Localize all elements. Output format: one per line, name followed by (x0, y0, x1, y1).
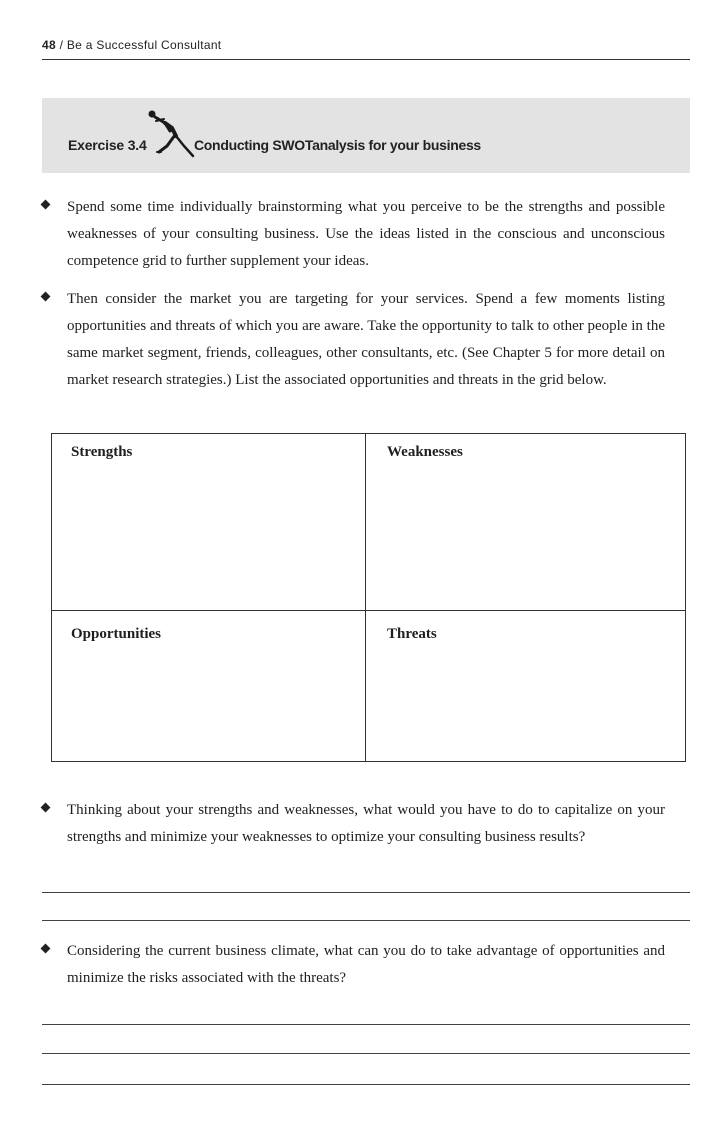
book-title: Be a Successful Consultant (66, 38, 222, 52)
diamond-bullet-icon (41, 803, 51, 813)
answer-line (42, 892, 690, 893)
answer-line (42, 920, 690, 921)
exercise-banner (42, 98, 690, 173)
bullet-text: Then consider the market you are targeting for your services. Spend a few moments listing opportunities and threats of which you are aware. Take the opportunity to talk to other people in the same market segment, friends, colleagues, other consultants, etc. (See Chapter 5 for more detail on market research strategies.) List the associated opportunities and threats in the grid below. (67, 291, 665, 388)
swot-grid (51, 433, 686, 762)
swot-label-threats: Threats (387, 626, 437, 642)
bullet-item (42, 286, 690, 394)
swot-label-strengths: Strengths (71, 444, 133, 460)
bullet-text: Spend some time individually brainstorming what you perceive to be the strengths and possible weaknesses of your consulting business. Use the ideas listed in the conscious and unconscious competence grid to further supplement your ideas. (67, 199, 665, 269)
answer-line (42, 1053, 690, 1054)
swot-label-opportunities: Opportunities (71, 626, 162, 642)
running-header (42, 38, 221, 52)
grid-divider-horizontal (52, 610, 685, 611)
bullet-text: Thinking about your strengths and weaknesses, what would you have to do to capitalize on your strengths and minimize your weaknesses to optimize your consulting business results? (67, 802, 665, 845)
diamond-bullet-icon (41, 200, 51, 210)
page-number: 48 (42, 38, 56, 52)
swot-label-weaknesses: Weaknesses (387, 444, 463, 460)
diamond-bullet-icon (41, 292, 51, 302)
exercise-number: Exercise 3.4 (68, 137, 147, 153)
answer-line (42, 1024, 690, 1025)
diamond-bullet-icon (41, 944, 51, 954)
bullet-item (42, 938, 690, 992)
bullet-item (42, 194, 690, 275)
header-separator: / (59, 38, 64, 52)
header-rule (42, 59, 690, 60)
exercise-title: Conducting SWOTanalysis for your business (194, 137, 481, 153)
bullet-text: Considering the current business climate, what can you do to take advantage of opportunities and minimize the risks associated with the threats? (67, 943, 665, 986)
answer-line (42, 1084, 690, 1085)
stretching-figure-icon (146, 106, 196, 160)
bullet-item (42, 797, 690, 851)
grid-divider-vertical (365, 434, 366, 761)
